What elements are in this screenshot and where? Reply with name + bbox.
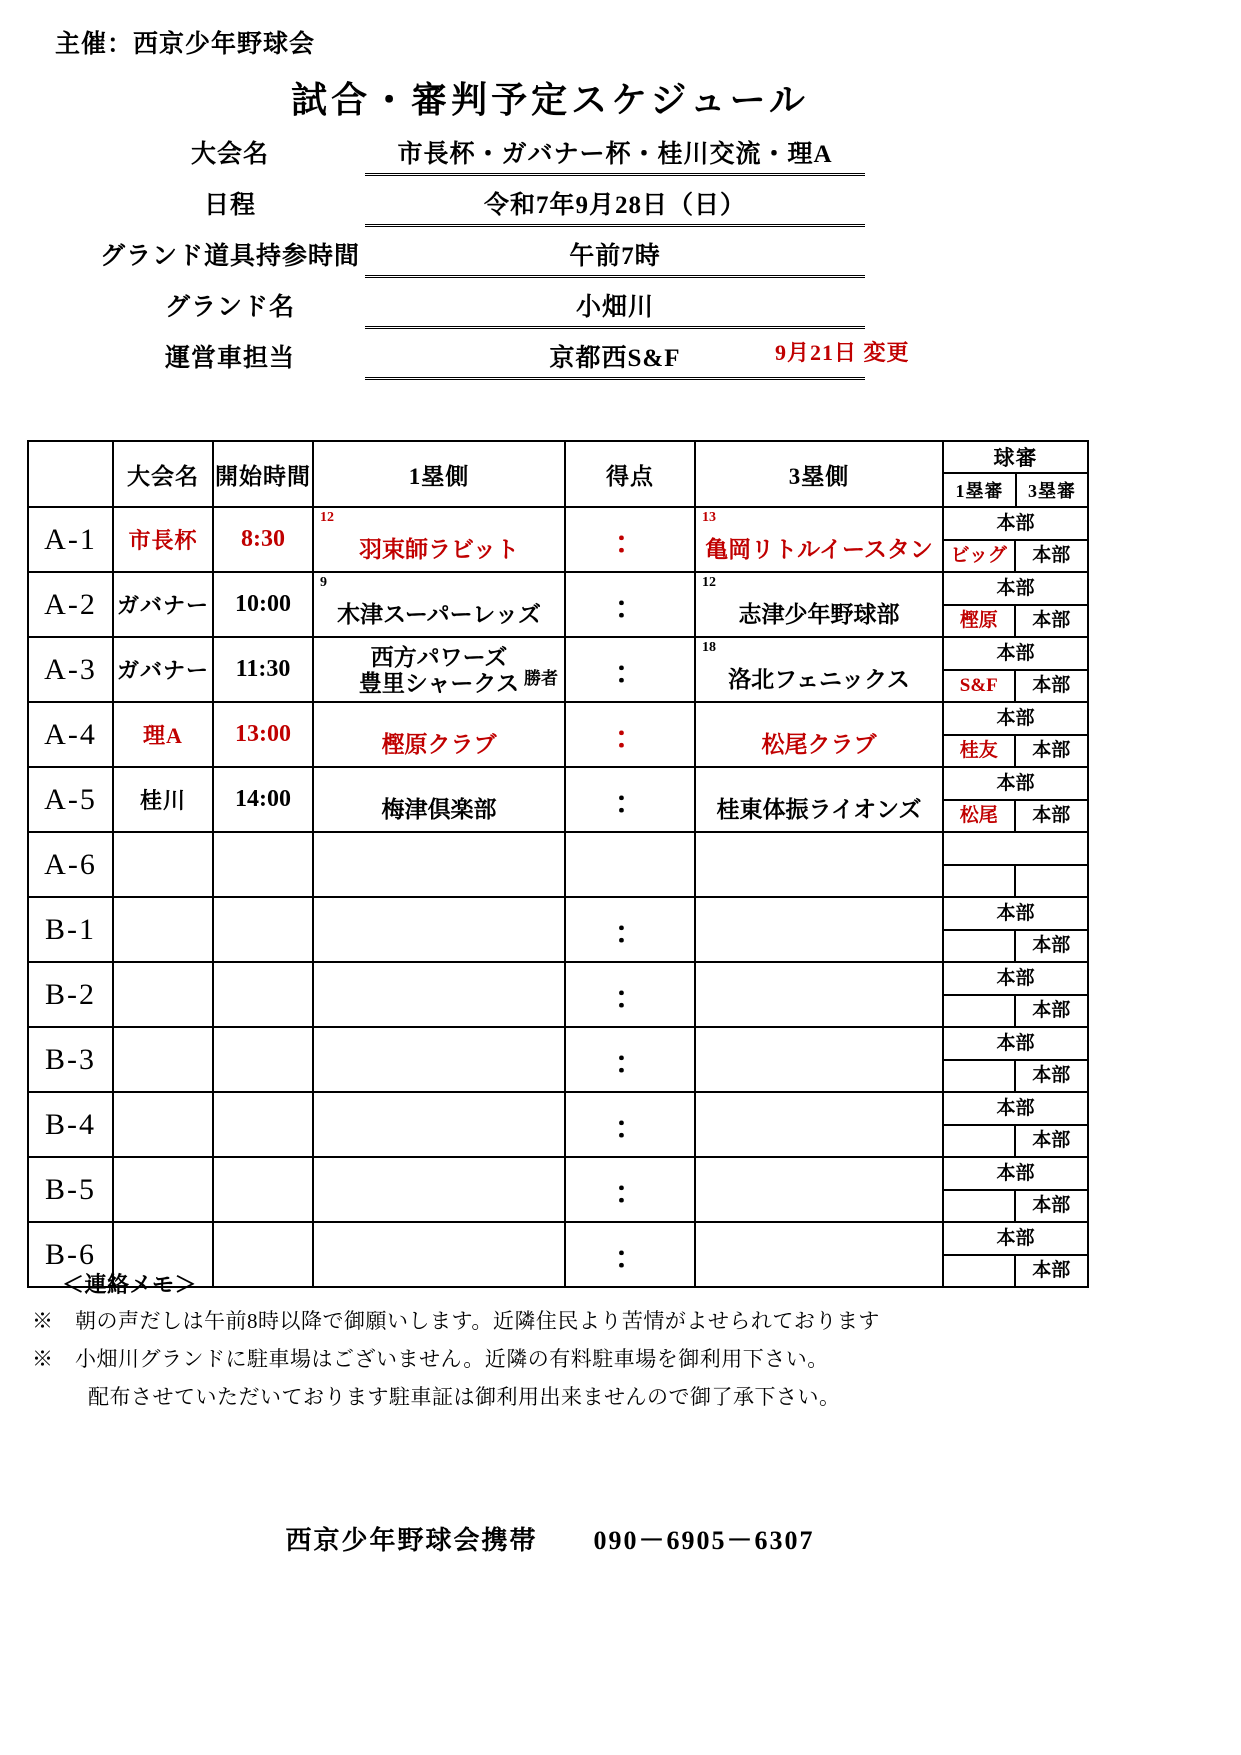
- cell-umpires: [943, 1027, 1088, 1092]
- umpire-first-base: ビッグ: [944, 541, 1016, 571]
- cell-score: ：: [565, 1092, 695, 1157]
- cell-third-base-team: [695, 897, 943, 962]
- umpire-home-plate: 本部: [944, 1223, 1087, 1256]
- cell-umpires: [943, 572, 1088, 637]
- cell-umpires: [943, 767, 1088, 832]
- cell-start-time: [213, 832, 313, 897]
- info-label: グランド名: [164, 294, 295, 321]
- row-id: A-3: [28, 637, 113, 702]
- umpire-first-base: [944, 1061, 1016, 1091]
- third-base-team-name: 桂東体振ライオンズ: [716, 797, 922, 822]
- cell-tournament: [113, 1092, 213, 1157]
- cell-umpires: [943, 897, 1088, 962]
- table-row: [28, 702, 1088, 767]
- cell-start-time: 13:00: [213, 702, 313, 767]
- cell-tournament: [113, 1157, 213, 1222]
- umpire-home-plate: 本部: [944, 573, 1087, 606]
- first-base-team-name-alt: 豊里シャークス: [358, 670, 520, 696]
- cell-score: ：: [565, 572, 695, 637]
- row-id: B-3: [28, 1027, 113, 1092]
- cell-score: ：: [565, 1157, 695, 1222]
- table-body: [28, 507, 1088, 1287]
- col-header-umpire-first: 1塁審: [943, 473, 1016, 507]
- cell-first-base-team: [313, 637, 565, 702]
- cell-third-base-team: [695, 1092, 943, 1157]
- cell-score: [565, 832, 695, 897]
- cell-start-time: 11:30: [213, 637, 313, 702]
- cell-score: ：: [565, 962, 695, 1027]
- info-row-date: [95, 181, 1055, 232]
- third-base-seed: 13: [702, 510, 716, 525]
- table-row: [28, 767, 1088, 832]
- cell-first-base-team: [313, 767, 565, 832]
- cell-umpires: [943, 702, 1088, 767]
- cell-first-base-team: [313, 507, 565, 572]
- cell-first-base-team: [313, 572, 565, 637]
- cell-first-base-team: [313, 962, 565, 1027]
- cell-tournament: [113, 897, 213, 962]
- cell-third-base-team: [695, 507, 943, 572]
- umpire-home-plate: 本部: [944, 508, 1087, 541]
- umpire-third-base: 本部: [1032, 1000, 1071, 1021]
- table-row: [28, 1157, 1088, 1222]
- umpire-third-base: 本部: [1032, 1130, 1071, 1151]
- cell-score: ：: [565, 897, 695, 962]
- first-base-team-name: 羽束師ラビット: [358, 537, 520, 562]
- cell-umpires: [943, 637, 1088, 702]
- col-header-id: [28, 441, 113, 507]
- cell-first-base-team: [313, 897, 565, 962]
- third-base-team-name: 松尾クラブ: [761, 732, 877, 757]
- cell-score: ：: [565, 1027, 695, 1092]
- info-value-wrap: [365, 130, 865, 176]
- col-header-score: 得点: [565, 441, 695, 507]
- info-value: 令和7年9月28日（日）: [365, 181, 865, 227]
- cell-start-time: [213, 1157, 313, 1222]
- info-value: 京都西S&F: [365, 334, 865, 380]
- cell-start-time: 14:00: [213, 767, 313, 832]
- cell-start-time: [213, 1027, 313, 1092]
- cell-first-base-team: [313, 1092, 565, 1157]
- col-header-tournament: 大会名: [113, 441, 213, 507]
- cell-third-base-team: [695, 572, 943, 637]
- row-id: B-5: [28, 1157, 113, 1222]
- cell-third-base-team: [695, 767, 943, 832]
- cell-tournament: [113, 1027, 213, 1092]
- cell-first-base-team: [313, 832, 565, 897]
- cell-score: ：: [565, 1222, 695, 1287]
- row-id: A-5: [28, 767, 113, 832]
- umpire-first-base: [944, 1126, 1016, 1156]
- col-header-umpire: 球審: [943, 441, 1088, 473]
- cell-umpires: [943, 832, 1088, 897]
- cell-start-time: 10:00: [213, 572, 313, 637]
- table-row: [28, 572, 1088, 637]
- cell-umpires: [943, 507, 1088, 572]
- cell-tournament: 市長杯: [113, 507, 213, 572]
- note-line-3: 配布させていただいております駐車証は御利用出来ませんので御了承下さい。: [88, 1385, 841, 1409]
- info-label: 運営車担当: [164, 345, 295, 372]
- table-row: [28, 637, 1088, 702]
- umpire-home-plate: 本部: [944, 1028, 1087, 1061]
- memo-title: ＜連絡メモ＞: [62, 1272, 198, 1297]
- schedule-table: [27, 440, 1089, 1288]
- umpire-first-base: 桂友: [944, 736, 1016, 766]
- cell-start-time: [213, 962, 313, 1027]
- info-row-ground-name: [95, 283, 1055, 334]
- note-line-2: ※ 小畑川グランドに駐車場はございません。近隣の有料駐車場を御利用下さい。: [32, 1347, 829, 1371]
- umpire-home-plate: 本部: [944, 638, 1087, 671]
- cell-third-base-team: [695, 702, 943, 767]
- table-row: [28, 897, 1088, 962]
- umpire-third-base: 本部: [1032, 805, 1071, 826]
- col-header-start-time: 開始時間: [213, 441, 313, 507]
- umpire-home-plate: 本部: [944, 703, 1087, 736]
- umpire-first-base: [944, 931, 1016, 961]
- cell-third-base-team: [695, 1157, 943, 1222]
- umpire-third-base: 本部: [1032, 1260, 1071, 1281]
- note-line-1: ※ 朝の声だしは午前8時以降で御願いします。近隣住民より苦情がよせられております: [32, 1309, 880, 1333]
- table-row: [28, 962, 1088, 1027]
- cell-tournament: [113, 962, 213, 1027]
- third-base-team-name: 亀岡リトルイースタン: [705, 537, 933, 562]
- umpire-home-plate: 本部: [944, 898, 1087, 931]
- info-block: [95, 130, 1055, 385]
- umpire-third-base: 本部: [1032, 1065, 1071, 1086]
- cell-start-time: [213, 1092, 313, 1157]
- umpire-first-base: [944, 866, 1016, 896]
- col-header-umpire-third: 3塁審: [1016, 473, 1088, 507]
- umpire-third-base: 本部: [1032, 935, 1071, 956]
- row-id: B-2: [28, 962, 113, 1027]
- umpire-third-base: 本部: [1032, 610, 1071, 631]
- table-head: [28, 441, 1088, 507]
- cell-start-time: 8:30: [213, 507, 313, 572]
- info-value: 市長杯・ガバナー杯・桂川交流・理A: [365, 130, 865, 176]
- umpire-home-plate: [944, 833, 1087, 866]
- footer-contact: 西京少年野球会携帯 090－6905－6307: [285, 1526, 815, 1555]
- info-row-operations-car: [95, 334, 1055, 385]
- info-value: 小畑川: [365, 283, 865, 329]
- first-base-seed: 9: [320, 575, 327, 590]
- cell-first-base-team: [313, 1027, 565, 1092]
- cell-third-base-team: [695, 832, 943, 897]
- info-value-wrap: [365, 283, 865, 329]
- notes-block: [32, 1268, 1132, 1419]
- info-value: 午前7時: [365, 232, 865, 278]
- cell-umpires: [943, 962, 1088, 1027]
- umpire-home-plate: 本部: [944, 963, 1087, 996]
- cell-umpires: [943, 1092, 1088, 1157]
- cell-score: ：: [565, 637, 695, 702]
- third-base-seed: 18: [702, 640, 716, 655]
- info-label: 日程: [203, 192, 256, 219]
- first-base-team-name: 梅津倶楽部: [381, 797, 497, 822]
- umpire-third-base: 本部: [1032, 1195, 1071, 1216]
- umpire-home-plate: 本部: [944, 768, 1087, 801]
- cell-tournament: [113, 832, 213, 897]
- winner-label: 勝者: [524, 669, 558, 688]
- row-id: A-4: [28, 702, 113, 767]
- third-base-team-name: 志津少年野球部: [738, 602, 900, 627]
- third-base-seed: 12: [702, 575, 716, 590]
- umpire-third-base: 本部: [1032, 545, 1071, 566]
- cell-tournament: 理A: [113, 702, 213, 767]
- info-value-wrap: [365, 232, 865, 278]
- cell-score: ：: [565, 767, 695, 832]
- info-row-tournament: [95, 130, 1055, 181]
- cell-first-base-team: [313, 1157, 565, 1222]
- cell-third-base-team: [695, 1027, 943, 1092]
- first-base-seed: 12: [320, 510, 334, 525]
- umpire-home-plate: 本部: [944, 1093, 1087, 1126]
- cell-score: ：: [565, 702, 695, 767]
- umpire-third-base: [1016, 866, 1088, 896]
- cell-tournament: 桂川: [113, 767, 213, 832]
- cell-umpires: [943, 1157, 1088, 1222]
- row-id: B-4: [28, 1092, 113, 1157]
- revision-note: 9月21日 変更: [775, 340, 910, 365]
- info-row-equipment-time: [95, 232, 1055, 283]
- umpire-third-base: 本部: [1032, 740, 1071, 761]
- umpire-third-base: 本部: [1032, 675, 1071, 696]
- cell-tournament: ガバナー: [113, 637, 213, 702]
- cell-tournament: ガバナー: [113, 572, 213, 637]
- row-id: A-1: [28, 507, 113, 572]
- table-row: [28, 1092, 1088, 1157]
- cell-start-time: [213, 897, 313, 962]
- organizer-line: 主催：西京少年野球会: [55, 31, 316, 58]
- third-base-team-name: 洛北フェニックス: [728, 667, 910, 692]
- umpire-first-base: S&F: [944, 671, 1016, 701]
- row-id: B-1: [28, 897, 113, 962]
- info-value-wrap: [365, 181, 865, 227]
- cell-score: ：: [565, 507, 695, 572]
- info-label: 大会名: [190, 141, 269, 168]
- umpire-first-base: 樫原: [944, 606, 1016, 636]
- table-row: [28, 1027, 1088, 1092]
- info-label: グランド道具持参時間: [99, 243, 360, 270]
- cell-third-base-team: [695, 962, 943, 1027]
- first-base-team-name: 西方パワーズ: [370, 644, 508, 670]
- umpire-first-base: [944, 996, 1016, 1026]
- umpire-home-plate: 本部: [944, 1158, 1087, 1191]
- row-id: A-2: [28, 572, 113, 637]
- col-header-third-base: 3塁側: [695, 441, 943, 507]
- first-base-team-name: 木津スーパーレッズ: [336, 602, 541, 627]
- table-row: [28, 832, 1088, 897]
- umpire-first-base: [944, 1191, 1016, 1221]
- row-id: A-6: [28, 832, 113, 897]
- col-header-first-base: 1塁側: [313, 441, 565, 507]
- umpire-first-base: 松尾: [944, 801, 1016, 831]
- cell-first-base-team: [313, 702, 565, 767]
- table-row: [28, 507, 1088, 572]
- cell-third-base-team: [695, 637, 943, 702]
- first-base-team-name: 樫原クラブ: [381, 732, 497, 757]
- page-title: 試合・審判予定スケジュール: [291, 80, 809, 120]
- row-id: B-6: [28, 1222, 113, 1287]
